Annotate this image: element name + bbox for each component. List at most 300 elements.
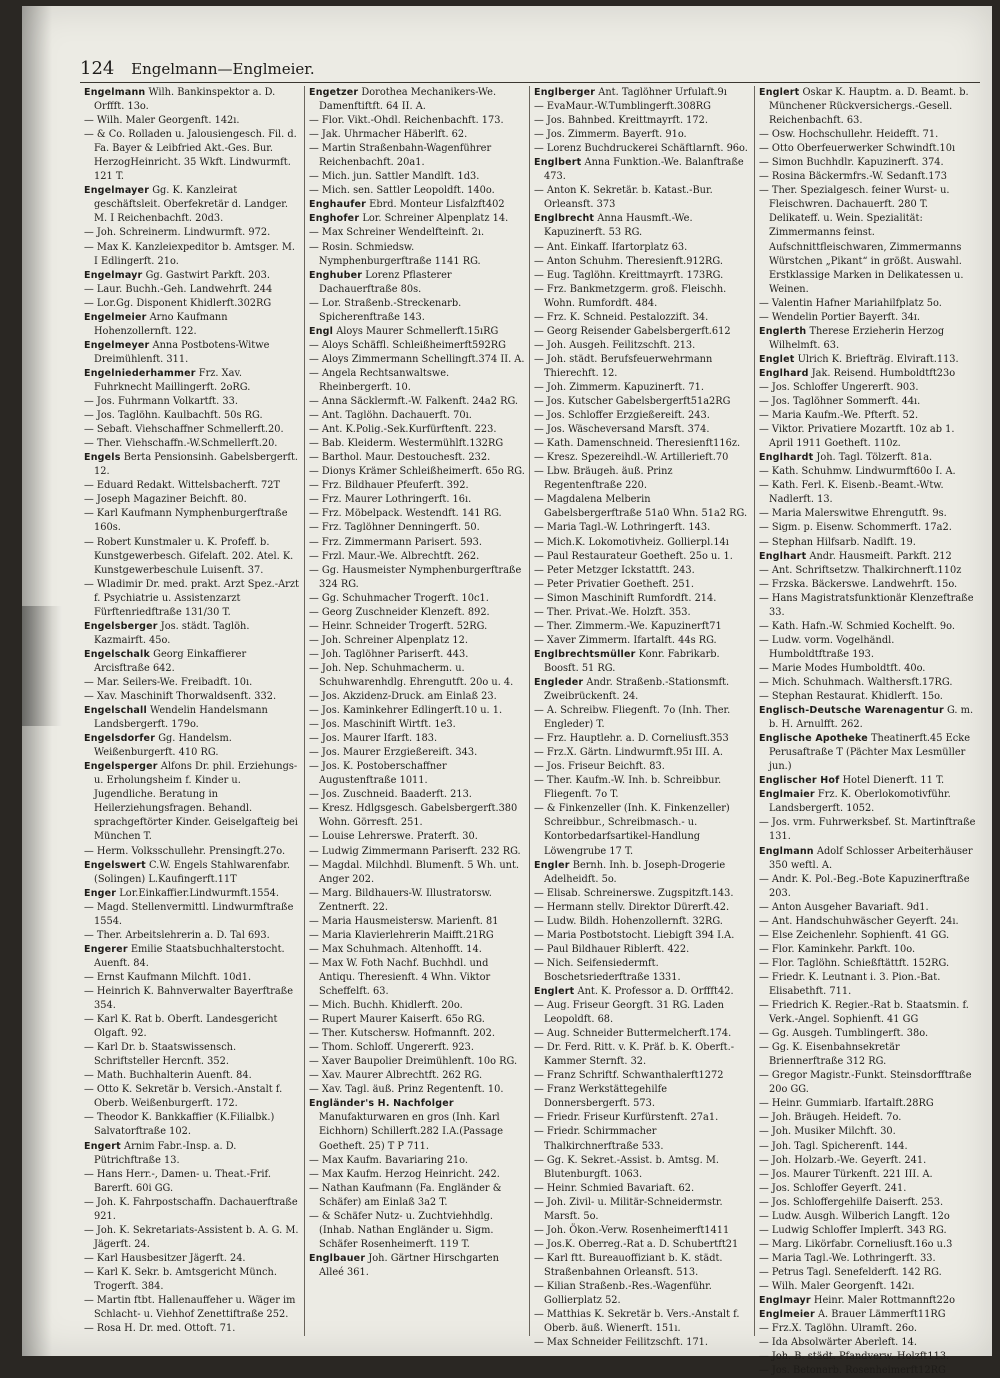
- directory-entry: [759, 1027, 976, 1041]
- directory-entry: [84, 929, 300, 943]
- directory-entry: [759, 676, 976, 690]
- entry-text: Georg Einkaffierer Arcisftraße 642.: [94, 648, 247, 674]
- entry-text: Jak. Reisend. Humboldtft23o: [808, 367, 956, 379]
- directory-entry: [534, 606, 750, 620]
- entry-text: — Kath. Damenschneid. Theresienft116z.: [534, 438, 741, 450]
- entry-text: Arno Kaufmann Hohenzollernft. 122.: [94, 311, 228, 337]
- directory-entry: [759, 451, 976, 465]
- entry-text: — A. Schreibw. Fliegenft. 7o (Inh. Ther. Engleder) T.: [534, 705, 731, 731]
- directory-entry: [534, 395, 750, 409]
- directory-entry: [309, 409, 525, 423]
- entry-text: — Maria Malerswitwe Ehrengutft. 9s.: [759, 508, 947, 520]
- directory-entry: [84, 269, 300, 283]
- entry-text: — Hermann stellv. Direktor Dürerft.42.: [534, 901, 730, 913]
- entry-text: — Maria Klavierlehrerin Maifft.21RG: [309, 929, 494, 941]
- directory-entry: [309, 479, 525, 493]
- directory-entry: [84, 887, 300, 901]
- directory-entry: [534, 957, 750, 985]
- directory-entry: [534, 985, 750, 999]
- entry-text: — Ther. Kaufm.-W. Inh. b. Schreibbur. Fliegenft. 7o T.: [534, 775, 722, 801]
- directory-entry: [759, 957, 976, 971]
- directory-entry: [84, 339, 300, 367]
- directory-entry: [84, 760, 300, 844]
- directory-entry: [309, 648, 525, 662]
- directory-entry: [534, 1111, 750, 1125]
- directory-entry: [759, 1168, 976, 1182]
- entry-text: — Aug. Friseur Georgft. 31 RG. Laden Leopoldft. 68.: [534, 1000, 724, 1026]
- entry-text: — Kath. Ferl. K. Eisenb.-Beamt.-Wtw. Nadlerft. 13.: [759, 480, 944, 506]
- directory-entry: [534, 100, 750, 114]
- directory-entry: [84, 1041, 300, 1069]
- entry-text: — Heinr. Schneider Trogerft. 52RG.: [309, 620, 488, 632]
- entry-surname: Engelmayer: [84, 185, 150, 197]
- entry-text: Gg. K. Kanzleirat geschäftsleit. Oberfekretär d. Landger. M. I Reichenbachft. 20d3.: [94, 185, 288, 225]
- directory-entry: [759, 690, 976, 704]
- entry-surname: Engelsberger: [84, 620, 158, 632]
- directory-entry: [534, 283, 750, 311]
- directory-entry: [534, 1041, 750, 1069]
- directory-entry: [84, 690, 300, 704]
- directory-entry: [534, 423, 750, 437]
- directory-entry: [759, 943, 976, 957]
- entry-surname: Engerer: [84, 943, 128, 955]
- directory-entry: [534, 1336, 750, 1350]
- directory-entry: [534, 943, 750, 957]
- directory-entry: [759, 1140, 976, 1154]
- entry-text: — Mich. jun. Sattler Mandlft. 1d3.: [309, 171, 480, 183]
- entry-surname: Englet: [759, 353, 795, 365]
- directory-entry: [309, 1013, 525, 1027]
- entry-surname: Englhard: [759, 367, 809, 379]
- entry-text: — & Schäfer Nutz- u. Zuchtviehhdlg. (Inhab. Nathan Engländer u. Sigm. Schäfer Rosenheimerft. 119 T.: [309, 1210, 494, 1250]
- directory-entry: [309, 521, 525, 535]
- directory-entry: [759, 1322, 976, 1336]
- entry-text: — Hans Herr.-, Damen- u. Theat.-Frif. Barerft. 60i GG.: [84, 1168, 271, 1194]
- entry-text: — Herm. Volksschullehr. Prensingft.27o.: [84, 845, 286, 857]
- entry-text: — Anna Säcklermft.-W. Falkenft. 24a2 RG.: [309, 396, 519, 408]
- entry-text: — Frz. Zimmermann Parisert. 593.: [309, 536, 482, 548]
- entry-text: — Kath. Hafn.-W. Schmied Kochelft. 9o.: [759, 620, 955, 632]
- entry-text: — Frz. Bildhauer Pfeuferft. 392.: [309, 480, 469, 492]
- directory-entry: [84, 423, 300, 437]
- entry-text: — Jos. Maurer Türkenft. 221 III. A.: [759, 1168, 933, 1180]
- directory-entry: [759, 1210, 976, 1224]
- entry-text: — Flor. Vikt.-Ohdl. Reichenbachft. 173.: [309, 115, 504, 127]
- directory-entry: [759, 381, 976, 395]
- directory-entry: [309, 830, 525, 844]
- header-rule: [80, 82, 980, 83]
- entry-text: — Mich. Buchh. Khidlerft. 20o.: [309, 1000, 463, 1012]
- entry-text: — Mich. Schuhmach. Walthersft.17RG.: [759, 676, 953, 688]
- entry-surname: Engels: [84, 452, 121, 464]
- entry-text: — Peter Metzger Ickstattft. 243.: [534, 564, 695, 576]
- directory-entry: [534, 774, 750, 802]
- entry-text: — Jos. Schloffer Erzgießereift. 243.: [534, 410, 710, 422]
- directory-entry: [759, 578, 976, 592]
- directory-entry: [759, 507, 976, 521]
- directory-entry: [759, 86, 976, 128]
- directory-entry: [309, 887, 525, 915]
- directory-entry: [84, 1252, 300, 1266]
- directory-entry: [534, 1154, 750, 1182]
- directory-entry: [309, 592, 525, 606]
- entry-text: — Friedr. Friseur Kurfürstenft. 27a1.: [534, 1112, 719, 1124]
- directory-entry: [759, 479, 976, 507]
- entry-text: — Magdalena Melberin Gabelsbergerftraße 51a0 Whn. 51a2 RG.: [534, 494, 748, 520]
- entry-text: — Ther. Arbeitslehrerin a. D. Tal 693.: [84, 929, 270, 941]
- entry-text: — Jos. Schloffer Ungererft. 903.: [759, 381, 919, 393]
- entry-text: Andr. Hausmeift. Parkft. 212: [806, 550, 952, 562]
- entry-text: — Georg Zuschneider Klenzeft. 892.: [309, 606, 490, 618]
- directory-entry: [84, 437, 300, 451]
- entry-text: — Paul Restaurateur Goetheft. 25o u. 1.: [534, 550, 733, 562]
- directory-entry: [759, 1308, 976, 1322]
- directory-entry: [534, 887, 750, 901]
- entry-text: — Jos. Taglöhner Sommerft. 44ı.: [759, 396, 921, 408]
- entry-text: — Friedr. Schirmmacher Thalkirchnerftraße 533.: [534, 1126, 664, 1152]
- directory-entry: [534, 1182, 750, 1196]
- directory-entry: [309, 662, 525, 690]
- entry-text: — Ant. Handschuhwäscher Geyerft. 24ı.: [759, 915, 959, 927]
- entry-text: Lor.Einkaffier.Lindwurmft.1554.: [116, 887, 280, 899]
- entry-text: — Ther. Viehschaffn.-W.Schmellerft.20.: [84, 438, 278, 450]
- entry-surname: Engelswert: [84, 859, 146, 871]
- entry-text: — Max Kaufm. Herzog Heinricht. 242.: [309, 1168, 500, 1180]
- entry-text: Therese Erzieherin Herzog Wilhelmft. 63.: [769, 325, 945, 351]
- entry-text: Lorenz Pflasterer Dachauerftraße 80s.: [319, 269, 452, 295]
- entry-text: Oskar K. Hauptm. a. D. Beamt. b. Münchener Rückversichergs.-Gesell. Reichenbachft. 63.: [769, 87, 969, 127]
- directory-entry: [309, 437, 525, 451]
- directory-entry: [84, 507, 300, 535]
- entry-text: Anna Postbotens-Witwe Dreimühlenft. 311.: [94, 339, 270, 365]
- entry-text: — Frz.X. Taglöhn. Ulramft. 26o.: [759, 1323, 917, 1335]
- entry-text: — Rupert Maurer Kaiserft. 65o RG.: [309, 1014, 485, 1026]
- entry-text: Andr. Straßenb.-Stationsmft. Zweibrückenft. 24.: [544, 676, 730, 703]
- entry-surname: Engetzer: [309, 87, 359, 98]
- entry-text: — Joh. Schreiner Alpenplatz 12.: [309, 634, 468, 646]
- entry-text: — Sigm. p. Eisenw. Schommerft. 17a2.: [759, 522, 952, 534]
- directory-entry: [309, 760, 525, 788]
- directory-entry: [84, 1322, 300, 1336]
- entry-surname: Englbrecht: [534, 213, 595, 225]
- directory-entry: [309, 269, 525, 297]
- directory-entry: [309, 142, 525, 170]
- entry-text: — Maria Postbotstocht. Liebigft 394 I.A.: [534, 929, 735, 941]
- directory-entry: [534, 493, 750, 521]
- entry-text: — Xav. Maurer Albrechtft. 262 RG.: [309, 1070, 483, 1082]
- entry-surname: Englisch-Deutsche Warenagentur: [759, 705, 944, 717]
- entry-text: — Magd. Stellenvermittl. Lindwurmftraße 1554.: [84, 901, 294, 927]
- entry-surname: Englhart: [759, 550, 807, 562]
- directory-entry: [84, 1083, 300, 1111]
- directory-entry: [309, 732, 525, 746]
- directory-entry: [759, 423, 976, 451]
- directory-entry: [309, 550, 525, 564]
- directory-entry: [84, 479, 300, 493]
- directory-entry: [309, 184, 525, 198]
- entry-text: — Laur. Buchh.-Geh. Landwehrft. 244: [84, 283, 273, 295]
- directory-entry: [309, 395, 525, 409]
- entry-text: — Viktor. Privatiere Mozartft. 10z ab 1. April 1911 Goetheft. 110z.: [759, 424, 955, 450]
- directory-entry: [84, 1069, 300, 1083]
- entry-text: — Joh. städt. Berufsfeuerwehrmann Thierechft. 12.: [534, 353, 713, 379]
- directory-entry: [84, 676, 300, 690]
- directory-entry: [534, 550, 750, 564]
- directory-entry: [84, 114, 300, 128]
- entry-text: — Valentin Hafner Mariahilfplatz 5o.: [759, 297, 942, 309]
- entry-text: — Ther. Spezialgesch. feiner Wurst- u. Fleischwren. Dachauerft. 280 T. Delikateff. u. Wein. Spezialität: Zimmermanns feinst. Aufschnittfleischwaren, Zimmermanns Würstchen „Pikant“ in größt. Auswahl. Erstklassige Marken in Delikatessen u. Weinen.: [759, 185, 964, 295]
- directory-entry: [759, 1182, 976, 1196]
- directory-entry: [759, 184, 976, 296]
- entry-text: — Max Schuhmach. Altenhofft. 14.: [309, 943, 482, 955]
- entry-text: — Sebaft. Viehschaffner Schmellerft.20.: [84, 424, 284, 436]
- entry-surname: Englerth: [759, 325, 807, 337]
- directory-entry: [759, 564, 976, 578]
- entry-surname: Engelniederhammer: [84, 367, 196, 379]
- entry-text: — Magdal. Milchhdl. Blumenft. 5 Wh. unt. Anger 202.: [309, 859, 520, 885]
- directory-entry: [534, 1308, 750, 1336]
- entry-text: — Joh. Tagl. Spicherenft. 144.: [759, 1140, 908, 1152]
- entry-text: — Petrus Tagl. Senefelderft. 142 RG.: [759, 1266, 942, 1278]
- page-header: [80, 58, 980, 78]
- entry-surname: Engelmann: [84, 87, 146, 98]
- entry-surname: Enghaufer: [309, 199, 367, 211]
- directory-entry: [534, 451, 750, 465]
- directory-entry: [759, 816, 976, 844]
- directory-entry: [759, 634, 976, 662]
- entry-text: — Joh. Ökon.-Verw. Rosenheimerft1411: [534, 1224, 730, 1236]
- entry-text: — Friedrich K. Regier.-Rat b. Staatsmin. f. Verk.-Angel. Sophienft. 41 GG: [759, 1000, 969, 1026]
- entry-text: — Karl Dr. b. Staatswissensch. Schriftsteller Hercnft. 352.: [84, 1042, 237, 1068]
- entry-text: — Joh. Musiker Milchft. 30.: [759, 1126, 896, 1138]
- directory-entry: [534, 1083, 750, 1111]
- directory-entry: [759, 353, 976, 367]
- column-1: [80, 86, 305, 1336]
- directory-entry: [309, 212, 525, 226]
- entry-text: — Simon Maschinift Rumfordft. 214.: [534, 592, 717, 604]
- entry-text: — Joh. K. Sekretariats-Assistent b. A. G. M. Jägerft. 24.: [84, 1224, 299, 1250]
- entry-text: — Gg. Ausgeh. Tumblingerft. 38o.: [759, 1028, 929, 1040]
- directory-entry: [759, 465, 976, 479]
- directory-entry: [309, 929, 525, 943]
- directory-entry: [534, 929, 750, 943]
- entry-text: — Karl K. Rat b. Oberft. Landesgericht Olgaft. 92.: [84, 1014, 278, 1040]
- directory-entry: [309, 1083, 525, 1097]
- directory-entry: [84, 86, 300, 114]
- directory-entry: [309, 198, 525, 212]
- entry-text: — Karl ftt. Bureauoffiziant b. K. städt. Straßenbahnen Orleansft. 513.: [534, 1252, 723, 1278]
- directory-entry: [84, 648, 300, 676]
- entry-surname: Engländer's H. Nachfolger: [309, 1098, 454, 1110]
- entry-text: — Jos. Akzidenz-Druck. am Einlaß 23.: [309, 691, 497, 703]
- directory-entry: [309, 1154, 525, 1168]
- entry-text: — Ludw. Ausgh. Wilberich Langft. 12o: [759, 1210, 950, 1222]
- entry-text: Ant. K. Professor a. D. Orffft42.: [574, 986, 734, 997]
- entry-text: — Joh. Schreinerm. Lindwurmft. 972.: [84, 227, 271, 239]
- directory-entry: [84, 395, 300, 409]
- entry-text: — Else Zeichenlehr. Sophienft. 41 GG.: [759, 929, 950, 941]
- directory-entry: [534, 311, 750, 325]
- entry-surname: Engelmeyer: [84, 339, 150, 351]
- directory-entry: [534, 1238, 750, 1252]
- page-title: Engelmann—Englmeier.: [131, 60, 315, 78]
- directory-entry: [759, 1224, 976, 1238]
- directory-entry: [534, 269, 750, 283]
- entry-text: — Theodor K. Bankkaffier (K.Filialbk.) Salvatorftraße 102.: [84, 1112, 275, 1138]
- entry-surname: Engelmeier: [84, 311, 147, 323]
- entry-text: — Ther. Kutschersw. Hofmannft. 202.: [309, 1028, 495, 1040]
- directory-entry: [759, 1336, 976, 1350]
- entry-surname: Enghofer: [309, 213, 360, 225]
- directory-entry: [309, 718, 525, 732]
- directory-entry: [534, 1069, 750, 1083]
- directory-entry: [759, 325, 976, 353]
- directory-entry: [534, 760, 750, 774]
- directory-entry: [759, 156, 976, 170]
- directory-entry: [534, 114, 750, 128]
- directory-entry: [309, 114, 525, 128]
- entry-text: — Dr. Ferd. Ritt. v. K. Präf. b. K. Oberft.-Kammer Sternft. 32.: [534, 1042, 735, 1068]
- entry-text: — Joh. Zimmerm. Kapuzinerft. 71.: [534, 381, 704, 393]
- entry-text: — Heinr. Gummiarb. Ifartalft.28RG: [759, 1098, 934, 1110]
- entry-surname: Engert: [84, 1140, 121, 1152]
- entry-text: — Jos. Fuhrmann Volkartft. 33.: [84, 396, 238, 408]
- directory-entry: [534, 901, 750, 915]
- directory-entry: [759, 873, 976, 901]
- entry-text: — Jos. Maurer Ifarft. 183.: [309, 733, 438, 745]
- directory-entry: [309, 915, 525, 929]
- directory-entry: [759, 662, 976, 676]
- directory-entry: [534, 578, 750, 592]
- entry-text: — Mar. Seilers-We. Freibadft. 10ı.: [84, 676, 253, 688]
- directory-entry: [759, 1097, 976, 1111]
- directory-entry: [534, 437, 750, 451]
- entry-text: Alfons Dr. phil. Erziehungs- u. Erholungsheim f. Kinder u. Jugendliche. Beratung in Heilerziehungsfragen. Behandl. sprachgeftörter Kinder. Geiselgafteig bei München T.: [94, 761, 298, 843]
- entry-text: — Jos.K. Oberreg.-Rat a. D. Schubertft21: [534, 1238, 739, 1250]
- entry-text: Wendelin Handelsmann Landsbergerft. 179o.: [94, 705, 268, 731]
- directory-entry: [759, 1041, 976, 1069]
- directory-entry: [534, 676, 750, 704]
- entry-surname: Englbrechtsmüller: [534, 648, 636, 660]
- entry-text: — Frz. Taglöhner Denningerft. 50.: [309, 522, 480, 534]
- entry-text: — Paul Bildhauer Riblerft. 422.: [534, 943, 690, 955]
- directory-entry: [309, 606, 525, 620]
- directory-entry: [759, 1350, 976, 1364]
- directory-entry: [534, 1196, 750, 1224]
- entry-text: — Karl K. Sekr. b. Amtsgericht Münch. Trogerft. 384.: [84, 1266, 277, 1292]
- entry-text: — Robert Kunstmaler u. K. Profeff. b. Kunstgewerbesch. Gifelaft. 202. Atel. K. Kunstgewerbeschule Luisenft. 37.: [84, 536, 294, 576]
- entry-text: Ebrd. Monteur Lisfalzft402: [366, 199, 505, 211]
- directory-entry: [309, 1055, 525, 1069]
- directory-entry: [309, 339, 525, 353]
- entry-text: — Dionys Krämer Schleißheimerft. 65o RG.: [309, 466, 525, 478]
- directory-entry: [84, 578, 300, 620]
- directory-entry: [759, 1266, 976, 1280]
- directory-entry: [84, 1140, 300, 1168]
- entry-text: Wilh. Bankinspektor a. D. Orffft. 13o.: [94, 87, 276, 113]
- directory-entry: [309, 859, 525, 887]
- directory-entry: [759, 311, 976, 325]
- directory-entry: [309, 1027, 525, 1041]
- directory-entry: [534, 704, 750, 732]
- directory-entry: [534, 465, 750, 493]
- entry-text: — Frz. K. Schneid. Pestalozzift. 34.: [534, 311, 709, 323]
- entry-text: — Jos. Taglöhn. Kaulbachft. 50s RG.: [84, 410, 263, 422]
- directory-entry: [759, 1294, 976, 1308]
- directory-entry: [84, 1294, 300, 1322]
- directory-entry: [534, 339, 750, 353]
- directory-entry: [759, 367, 976, 381]
- entry-text: — Xaver Zimmerm. Ifartalft. 44s RG.: [534, 634, 717, 646]
- directory-entry: [759, 901, 976, 915]
- entry-text: Ant. Taglöhner Urfulaft.9ı: [595, 87, 727, 98]
- page-number: 124: [80, 58, 115, 79]
- entry-text: — Max Schneider Feilitzschft. 171.: [534, 1337, 709, 1349]
- entry-text: — Aloys Zimmermann Schellingft.374 II. A.: [309, 353, 525, 365]
- entry-text: — Frzl. Maur.-We. Albrechtft. 262.: [309, 550, 480, 562]
- directory-entry: [84, 1013, 300, 1041]
- directory-entry: [534, 409, 750, 423]
- entry-surname: Engelsperger: [84, 761, 158, 773]
- directory-entry: [759, 704, 976, 732]
- directory-entry: [759, 774, 976, 788]
- entry-text: — Joh. Ausgeh. Feilitzschft. 213.: [534, 339, 696, 351]
- directory-entry: [534, 648, 750, 676]
- entry-text: — Joh. Nep. Schuhmacherm. u. Schuhwarenhdlg. Ehrengutft. 20o u. 4.: [309, 662, 514, 688]
- entry-text: — Ludw. Bildh. Hohenzollernft. 32RG.: [534, 915, 723, 927]
- entry-text: — Marie Modes Humboldtft. 40o.: [759, 662, 926, 674]
- entry-text: — Joh. Bräugeh. Heideft. 7o.: [759, 1112, 902, 1124]
- directory-entry: [759, 971, 976, 999]
- directory-entry: [309, 128, 525, 142]
- directory-entry: [309, 353, 525, 367]
- directory-entry: [84, 297, 300, 311]
- directory-entry: [84, 226, 300, 240]
- directory-entry: [84, 620, 300, 648]
- entry-text: — Xav. Tagl. äuß. Prinz Regentenft. 10.: [309, 1084, 504, 1096]
- directory-entry: [309, 704, 525, 718]
- entry-text: — Stephan Restaurat. Khidlerft. 15o.: [759, 691, 943, 703]
- entry-text: — Gg. K. Sekret.-Assist. b. Amtsg. M. Blutenburgft. 1063.: [534, 1154, 720, 1180]
- directory-entry: [309, 845, 525, 859]
- entry-text: Joh. Gärtner Hirschgarten Alleé 361.: [319, 1252, 499, 1278]
- entry-text: Lor. Schreiner Alpenplatz 14.: [359, 213, 509, 225]
- entry-text: — Osw. Hochschullehr. Heidefft. 71.: [759, 129, 939, 141]
- directory-entry: [534, 746, 750, 760]
- entry-text: — Ludwig Schloffer Implerft. 343 RG.: [759, 1224, 947, 1236]
- directory-entry: [534, 1224, 750, 1238]
- directory-entry: [309, 86, 525, 114]
- entry-text: — Karl Kaufmann Nymphenburgerftraße 160s.: [84, 508, 288, 534]
- entry-text: — Jos. Kaminkehrer Edlingerft.10 u. 1.: [309, 705, 503, 717]
- directory-entry: [309, 493, 525, 507]
- directory-entry: [759, 297, 976, 311]
- entry-text: — Barthol. Maur. Destouchesft. 232.: [309, 452, 491, 464]
- directory-entry: [534, 802, 750, 858]
- entry-text: Anna Hausmft.-We. Kapuzinerft. 53 RG.: [544, 213, 693, 239]
- entry-surname: Engelmayr: [84, 269, 143, 281]
- entry-text: — Frz.X. Gärtn. Lindwurmft.95ɪ III. A.: [534, 747, 724, 759]
- directory-entry: [534, 128, 750, 142]
- entry-text: — Thom. Schloff. Ungererft. 923.: [309, 1042, 474, 1054]
- directory-entry: [309, 170, 525, 184]
- entry-text: Berta Pensionsinh. Gabelsbergerft. 12.: [94, 452, 299, 478]
- entry-text: — Ida Absolwärter Aberleft. 14.: [759, 1337, 917, 1349]
- entry-text: Frz. Xav. Fuhrknecht Maillingerft. 2oRG.: [94, 367, 251, 393]
- directory-entry: [309, 957, 525, 999]
- entry-text: — Lor.Gg. Disponent Khidlerft.302RG: [84, 297, 272, 309]
- entry-surname: Englmayr: [759, 1295, 811, 1307]
